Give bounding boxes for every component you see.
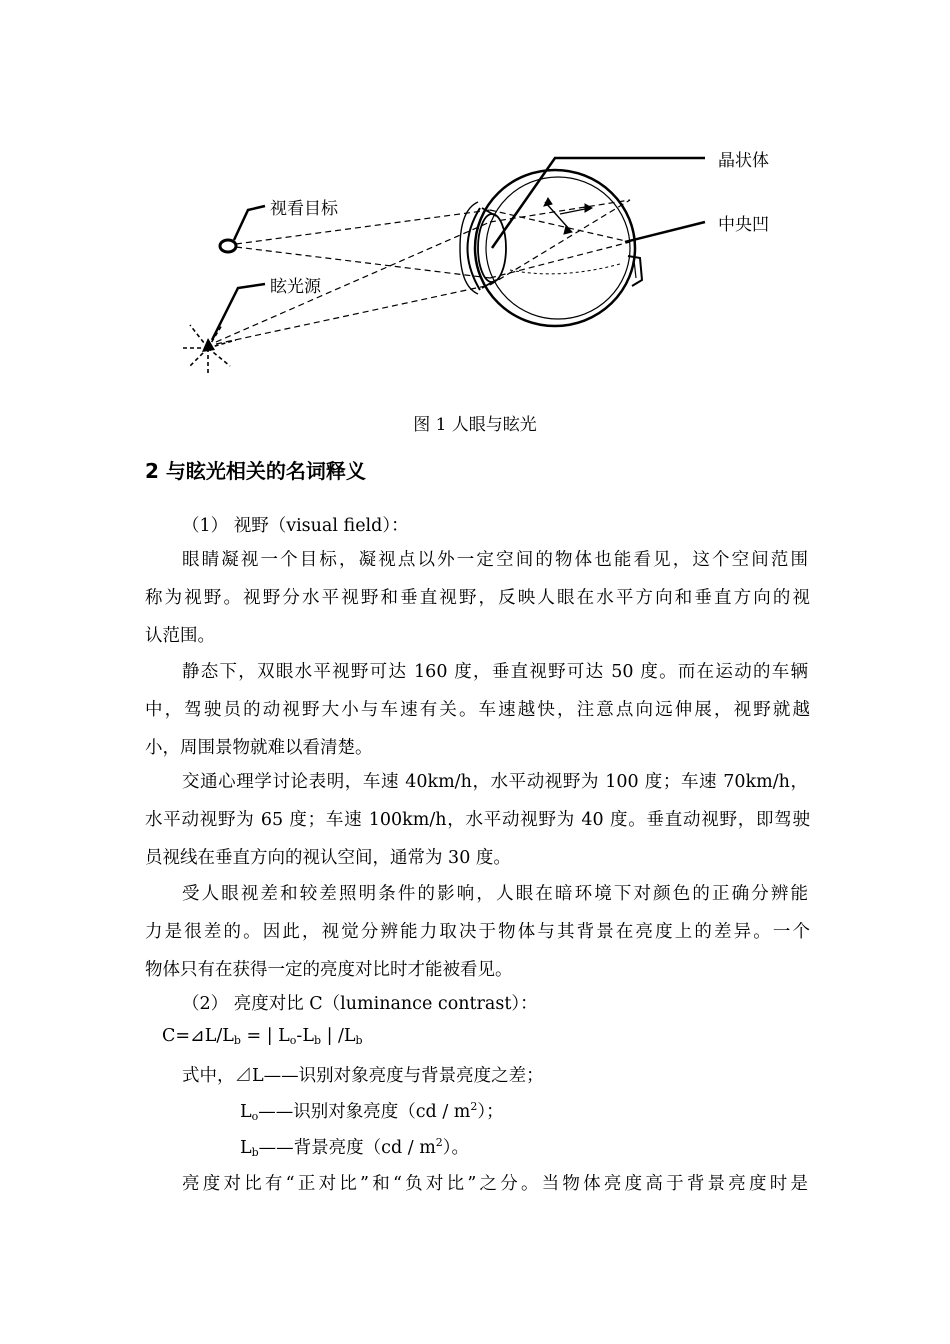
definition-intro: 式中，⊿L——识别对象亮度与背景亮度之差； <box>182 1066 544 1086</box>
label-target: 视看目标 <box>270 199 338 219</box>
fovea-leader-line <box>625 222 705 242</box>
section-heading: 2 与眩光相关的名词释义 <box>145 459 366 483</box>
eye-glare-figure <box>160 130 800 390</box>
figure-caption: 图 1 人眼与眩光 <box>413 415 537 435</box>
label-lens: 晶状体 <box>718 151 769 171</box>
p3-line3: 员视线在垂直方向的视认空间，通常为 30 度。 <box>145 848 511 868</box>
item2-title: （2） 亮度对比 C（luminance contrast）： <box>182 994 538 1014</box>
item1-title: （1） 视野（visual field）： <box>182 516 409 536</box>
p2-line3: 小，周围景物就难以看清楚。 <box>145 738 373 758</box>
p2-line1: 静态下，双眼水平视野可达 160 度，垂直视野可达 50 度。而在运动的车辆 <box>182 662 808 682</box>
target-leader-line <box>234 206 265 240</box>
label-glare-source: 眩光源 <box>270 277 321 297</box>
p1-line3: 认范围。 <box>145 626 215 646</box>
last-line: 亮度对比有“正对比”和“负对比”之分。当物体亮度高于背景亮度时是 <box>182 1174 808 1194</box>
p1-line1: 眼睛凝视一个目标，凝视点以外一定空间的物体也能看见，这个空间范围 <box>182 550 808 570</box>
p4-line2: 力是很差的。因此，视觉分辨能力取决于物体与其背景在亮度上的差异。一个 <box>145 922 810 942</box>
definition-lb: $L_b——$背景亮度$(cd / m^2)$。 <box>240 1136 470 1159</box>
definition-lo: $L_o——$识别对象亮度$(cd / m^2)$； <box>240 1100 504 1123</box>
p4-line3: 物体只有在获得一定的亮度对比时才能被看见。 <box>145 960 513 980</box>
target-object-icon <box>220 240 236 252</box>
p4-line1: 受人眼视差和较差照明条件的影响，人眼在暗环境下对颜色的正确分辨能 <box>182 884 808 904</box>
target-rays <box>236 210 630 278</box>
label-fovea: 中央凹 <box>718 215 769 235</box>
p3-line2: 水平动视野为 65 度；车速 100km/h，水平动视野为 40 度。垂直动视野，即驾驶 <box>145 810 810 830</box>
contrast-formula: $C=⊿L/L_b$ = | $L_o-L_b$ | $/L_b$ <box>162 1026 363 1047</box>
glare-rays <box>216 200 630 344</box>
p1-line2: 称为视野。视野分水平视野和垂直视野，反映人眼在水平方向和垂直方向的视 <box>145 588 810 608</box>
p3-line1: 交通心理学讨论表明，车速 40km/h，水平动视野为 100 度；车速 70km/h， <box>182 772 808 792</box>
p2-line2: 中，驾驶员的动视野大小与车速有关。车速越快，注意点向远伸展，视野就越 <box>145 700 810 720</box>
